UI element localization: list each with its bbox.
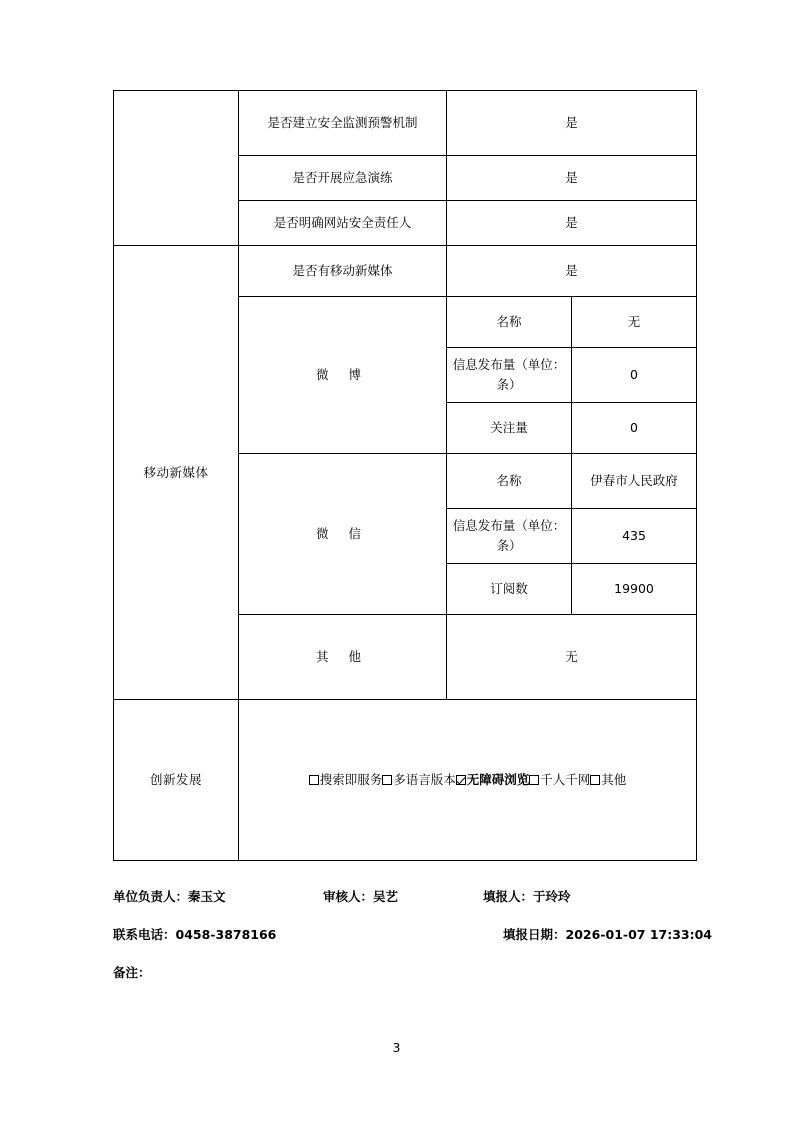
phone-label: 联系电话： <box>113 927 176 942</box>
value-weibo-posts: 0 <box>572 348 697 403</box>
section-mobile-media: 移动新媒体 <box>114 246 239 700</box>
footer-row-remark <box>113 963 713 981</box>
innovation-options <box>239 700 697 861</box>
checkbox-checked-icon <box>456 775 466 785</box>
date-label: 填报日期： <box>503 927 566 942</box>
checkbox-label: 千人千网 <box>540 771 591 787</box>
table-row <box>114 700 697 861</box>
reviewer-value: 吴艺 <box>373 889 399 904</box>
reviewer <box>323 887 483 905</box>
checkbox-box-icon <box>382 775 392 785</box>
checkbox-personalized-web[interactable] <box>529 769 590 792</box>
label-other-media: 其 他 <box>239 615 447 700</box>
empty-section-cell <box>114 91 239 246</box>
checkbox-label: 搜索即服务 <box>319 771 383 787</box>
filler-label: 填报人： <box>483 889 534 904</box>
report-table <box>113 90 697 861</box>
value-weixin-posts: 435 <box>572 509 697 564</box>
label-has-mobile-media: 是否有移动新媒体 <box>239 246 447 297</box>
label-weixin-name: 名称 <box>447 454 572 509</box>
value-weibo-followers: 0 <box>572 403 697 454</box>
checkbox-box-icon <box>590 775 600 785</box>
checkbox-box-icon <box>529 775 539 785</box>
phone-value: 0458-3878166 <box>175 927 277 942</box>
label-weixin-posts: 信息发布量（单位：条） <box>447 509 572 564</box>
filler <box>483 887 713 905</box>
checkbox-multilingual[interactable] <box>382 769 456 792</box>
phone <box>113 925 503 943</box>
remark-label: 备注： <box>113 965 151 980</box>
label-security-owner: 是否明确网站安全责任人 <box>239 201 447 246</box>
checkbox-search-as-service[interactable] <box>309 769 383 792</box>
footer-row-signatories <box>113 887 713 905</box>
value-other-media: 无 <box>447 615 697 700</box>
unit-head-label: 单位负责人： <box>113 889 189 904</box>
reviewer-label: 审核人： <box>323 889 374 904</box>
date-value: 2026-01-07 17:33:04 <box>565 927 713 942</box>
page-number: 3 <box>392 1040 401 1055</box>
checkbox-label: 无障碍浏览 <box>466 771 530 787</box>
label-weibo-name: 名称 <box>447 297 572 348</box>
checkbox-other[interactable] <box>590 769 626 792</box>
label-weixin-subscribers: 订阅数 <box>447 564 572 615</box>
label-safety-monitor: 是否建立安全监测预警机制 <box>239 91 447 156</box>
label-weibo: 微 博 <box>239 297 447 454</box>
report-date <box>503 925 712 943</box>
footer-row-contact <box>113 925 713 943</box>
value-weibo-name: 无 <box>572 297 697 348</box>
checkbox-group <box>243 769 692 792</box>
checkbox-box-icon <box>309 775 319 785</box>
checkbox-label: 其他 <box>601 771 627 787</box>
label-innovation: 创新发展 <box>114 700 239 861</box>
value-security-owner: 是 <box>447 201 697 246</box>
label-emergency-drill: 是否开展应急演练 <box>239 156 447 201</box>
table-row <box>114 246 697 297</box>
label-weibo-followers: 关注量 <box>447 403 572 454</box>
value-weixin-name: 伊春市人民政府 <box>572 454 697 509</box>
value-safety-monitor: 是 <box>447 91 697 156</box>
filler-value: 于玲玲 <box>533 889 571 904</box>
label-weixin: 微 信 <box>239 454 447 615</box>
value-weixin-subscribers: 19900 <box>572 564 697 615</box>
value-emergency-drill: 是 <box>447 156 697 201</box>
value-has-mobile-media: 是 <box>447 246 697 297</box>
checkbox-label: 多语言版本 <box>393 771 456 787</box>
table-row <box>114 91 697 156</box>
label-weibo-posts: 信息发布量（单位：条） <box>447 348 572 403</box>
checkbox-accessible-browsing[interactable] <box>456 769 530 792</box>
unit-head-value: 秦玉文 <box>188 889 226 904</box>
unit-head <box>113 887 323 905</box>
form-footer <box>113 887 713 981</box>
